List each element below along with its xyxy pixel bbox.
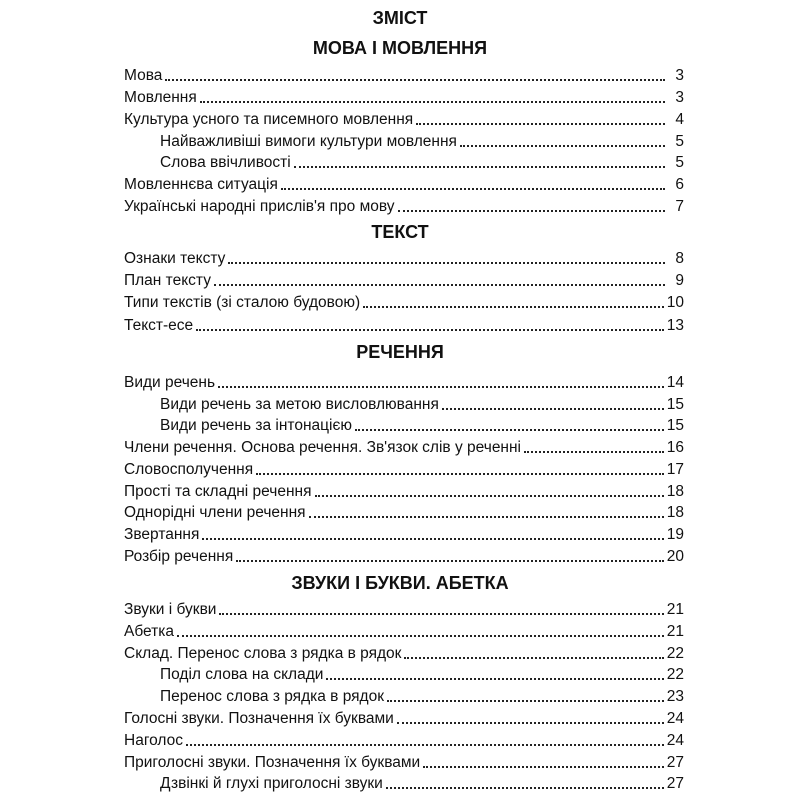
toc-page-number: 7 bbox=[675, 198, 684, 215]
toc-entry-text: Культура усного та писемного мовлення bbox=[124, 111, 414, 128]
toc-entry bbox=[124, 642, 684, 664]
toc-entry bbox=[160, 663, 684, 685]
toc-page-number: 10 bbox=[666, 294, 684, 311]
toc-entry-text: Члени речення. Основа речення. Зв'язок слів у реченні bbox=[124, 439, 521, 456]
toc-page-number: 8 bbox=[675, 250, 684, 267]
dot-leader bbox=[387, 700, 664, 702]
toc-page-number: 24 bbox=[666, 732, 684, 749]
page-title: ЗМІСТ bbox=[372, 8, 428, 28]
toc-page-number: 18 bbox=[666, 483, 684, 500]
toc-entry-text: Розбір речення bbox=[124, 548, 234, 565]
dot-leader bbox=[315, 495, 664, 497]
toc-entry bbox=[124, 501, 684, 523]
toc-entry bbox=[124, 247, 684, 269]
toc-entry bbox=[124, 291, 684, 313]
toc-entry bbox=[160, 130, 684, 152]
toc-page-number: 14 bbox=[666, 374, 684, 391]
toc-entry-text: Види речень за метою висловлювання bbox=[160, 396, 439, 413]
dot-leader bbox=[202, 538, 663, 540]
toc-page-number: 15 bbox=[666, 417, 684, 434]
toc-page-number: 23 bbox=[666, 688, 684, 705]
toc-entry bbox=[160, 772, 684, 794]
toc-entry bbox=[160, 151, 684, 173]
toc-page-number: 4 bbox=[675, 111, 684, 128]
dot-leader bbox=[309, 516, 664, 518]
section-title: РЕЧЕННЯ bbox=[356, 342, 444, 362]
toc-entry-text: Ознаки тексту bbox=[124, 250, 226, 267]
toc-page-number: 18 bbox=[666, 504, 684, 521]
toc-entry-text: Прості та складні речення bbox=[124, 483, 312, 500]
toc-page-number: 6 bbox=[675, 176, 684, 193]
toc-entry-text: Перенос слова з рядка в рядок bbox=[160, 688, 384, 705]
toc-entry bbox=[124, 64, 684, 86]
dot-leader bbox=[442, 408, 664, 410]
toc-entry-text: Типи текстів (зі сталою будовою) bbox=[124, 294, 361, 311]
toc-page-number: 5 bbox=[675, 154, 684, 171]
dot-leader bbox=[416, 123, 665, 125]
toc-page-number: 21 bbox=[666, 601, 684, 618]
toc-page-number: 3 bbox=[675, 67, 684, 84]
toc-entry bbox=[124, 458, 684, 480]
toc-entry-text: Мовленнєва ситуація bbox=[124, 176, 278, 193]
dot-leader bbox=[460, 145, 665, 147]
toc-entry bbox=[124, 314, 684, 336]
dot-leader bbox=[404, 657, 663, 659]
dot-leader bbox=[218, 386, 664, 388]
toc-entry bbox=[160, 685, 684, 707]
toc-entry bbox=[124, 86, 684, 108]
toc-entry bbox=[124, 545, 684, 567]
toc-entry bbox=[124, 729, 684, 751]
dot-leader bbox=[256, 473, 664, 475]
toc-entry bbox=[124, 620, 684, 642]
toc-entry bbox=[160, 414, 684, 436]
toc-page-number: 3 bbox=[675, 89, 684, 106]
toc-page-number: 15 bbox=[666, 396, 684, 413]
dot-leader bbox=[165, 79, 665, 81]
toc-entry-text: Абетка bbox=[124, 623, 174, 640]
section-title: ЗВУКИ І БУКВИ. АБЕТКА bbox=[291, 573, 509, 593]
toc-page-number: 20 bbox=[666, 548, 684, 565]
toc-page-number: 5 bbox=[675, 133, 684, 150]
dot-leader bbox=[294, 166, 665, 168]
toc-entry bbox=[124, 173, 684, 195]
dot-leader bbox=[386, 787, 664, 789]
dot-leader bbox=[355, 429, 664, 431]
dot-leader bbox=[219, 613, 663, 615]
toc-page-number: 27 bbox=[666, 775, 684, 792]
toc-entry-text: Текст-есе bbox=[124, 317, 194, 334]
dot-leader bbox=[398, 210, 666, 212]
dot-leader bbox=[236, 560, 664, 562]
toc-entry-text: Звертання bbox=[124, 526, 200, 543]
toc-page-number: 13 bbox=[666, 317, 684, 334]
toc-page-number: 21 bbox=[666, 623, 684, 640]
toc-entry bbox=[124, 269, 684, 291]
toc-entry-text: Словосполучення bbox=[124, 461, 254, 478]
toc-entry-text: Мовлення bbox=[124, 89, 197, 106]
toc-page-number: 22 bbox=[666, 645, 684, 662]
toc-entry-text: Дзвінкі й глухі приголосні звуки bbox=[160, 775, 383, 792]
toc-entry-text: Однорідні члени речення bbox=[124, 504, 306, 521]
toc-entry bbox=[124, 371, 684, 393]
dot-leader bbox=[177, 635, 664, 637]
toc-entry-text: Слова ввічливості bbox=[160, 154, 291, 171]
toc-page-number: 19 bbox=[666, 526, 684, 543]
toc-page-number: 24 bbox=[666, 710, 684, 727]
toc-entry-text: Наголос bbox=[124, 732, 183, 749]
dot-leader bbox=[524, 451, 664, 453]
section-title: ТЕКСТ bbox=[371, 222, 429, 242]
toc-page-number: 9 bbox=[675, 272, 684, 289]
dot-leader bbox=[214, 284, 665, 286]
toc-entry-text: Види речень за інтонацією bbox=[160, 417, 352, 434]
toc-entry-text: Види речень bbox=[124, 374, 216, 391]
dot-leader bbox=[397, 722, 664, 724]
toc-entry-text: Найважливіші вимоги культури мовлення bbox=[160, 133, 457, 150]
toc-entry bbox=[124, 598, 684, 620]
toc-entry bbox=[160, 393, 684, 415]
toc-page-number: 22 bbox=[666, 666, 684, 683]
dot-leader bbox=[186, 744, 664, 746]
dot-leader bbox=[363, 306, 664, 308]
dot-leader bbox=[196, 329, 664, 331]
toc-entry-text: Приголосні звуки. Позначення їх буквами bbox=[124, 754, 421, 771]
toc-entry-text: Звуки і букви bbox=[124, 601, 217, 618]
toc-entry bbox=[124, 523, 684, 545]
toc-entry-text: План тексту bbox=[124, 272, 211, 289]
toc-entry bbox=[124, 436, 684, 458]
toc-entry bbox=[124, 195, 684, 217]
dot-leader bbox=[326, 678, 663, 680]
dot-leader bbox=[200, 101, 665, 103]
dot-leader bbox=[423, 766, 664, 768]
dot-leader bbox=[228, 262, 665, 264]
toc-entry bbox=[124, 108, 684, 130]
toc-page-number: 27 bbox=[666, 754, 684, 771]
toc-entry-text: Склад. Перенос слова з рядка в рядок bbox=[124, 645, 402, 662]
toc-entry-text: Українські народні прислів'я про мову bbox=[124, 198, 395, 215]
dot-leader bbox=[281, 188, 665, 190]
toc-entry-text: Поділ слова на склади bbox=[160, 666, 324, 683]
toc-entry bbox=[124, 707, 684, 729]
toc-page-number: 16 bbox=[666, 439, 684, 456]
toc-page-number: 17 bbox=[666, 461, 684, 478]
toc-entry bbox=[124, 751, 684, 773]
toc-entry bbox=[124, 480, 684, 502]
toc-entry-text: Голосні звуки. Позначення їх буквами bbox=[124, 710, 394, 727]
section-title: МОВА І МОВЛЕННЯ bbox=[312, 38, 488, 58]
toc-entry-text: Мова bbox=[124, 67, 163, 84]
